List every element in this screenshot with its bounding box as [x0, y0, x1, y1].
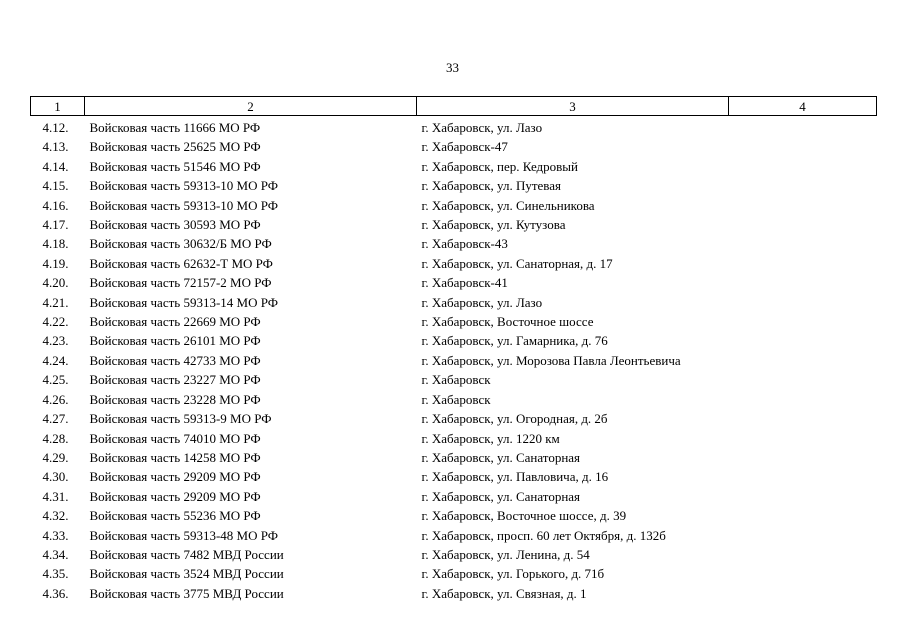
unit-note: [729, 116, 877, 138]
table-row: [31, 176, 877, 195]
unit-name: Войсковая часть 23228 МО РФ: [89, 391, 261, 407]
row-number: 4.24.: [42, 352, 69, 368]
table-row: [31, 564, 877, 583]
unit-name: Войсковая часть 3524 МВД России: [89, 566, 284, 582]
row-number: 4.31.: [42, 488, 69, 504]
unit-name: Войсковая часть 59313-14 МО РФ: [89, 294, 279, 310]
unit-address: г. Хабаровск, ул. Путевая: [421, 178, 562, 194]
row-number: 4.14.: [42, 158, 69, 174]
row-number: 4.30.: [42, 469, 69, 485]
row-number: 4.13.: [42, 139, 69, 155]
row-number: 4.22.: [42, 314, 69, 330]
table-row: [31, 312, 877, 331]
table-row: [31, 584, 877, 603]
unit-name: Войсковая часть 59313-10 МО РФ: [89, 197, 279, 213]
unit-address: г. Хабаровск, ул. Санаторная: [421, 488, 581, 504]
unit-note: [729, 409, 877, 428]
table-row: [31, 390, 877, 409]
row-number: 4.12.: [42, 120, 69, 135]
row-number: 4.35.: [42, 566, 69, 582]
unit-name: Войсковая часть 26101 МО РФ: [89, 333, 261, 349]
column-header-2: 2: [85, 97, 417, 116]
unit-name: Войсковая часть 74010 МО РФ: [89, 430, 261, 446]
row-number: 4.15.: [42, 178, 69, 194]
column-header-4: 4: [729, 97, 877, 116]
table-row: [31, 137, 877, 156]
row-number: 4.27.: [42, 411, 69, 427]
unit-note: [729, 196, 877, 215]
unit-address: г. Хабаровск, ул. Огородная, д. 2б: [421, 411, 608, 427]
unit-name: Войсковая часть 59313-48 МО РФ: [89, 527, 279, 543]
row-number: 4.23.: [42, 333, 69, 349]
row-number: 4.28.: [42, 430, 69, 446]
unit-address: г. Хабаровск, ул. Синельникова: [421, 197, 595, 213]
unit-name: Войсковая часть 22669 МО РФ: [89, 314, 261, 330]
unit-note: [729, 331, 877, 350]
unit-address: г. Хабаровск, ул. Лазо: [421, 294, 543, 310]
unit-address: г. Хабаровск-41: [421, 275, 508, 291]
unit-address: г. Хабаровск, ул. 1220 км: [421, 430, 560, 446]
row-number: 4.36.: [42, 585, 69, 601]
unit-address: г. Хабаровск-47: [421, 139, 508, 155]
column-header-3: 3: [417, 97, 729, 116]
unit-note: [729, 273, 877, 292]
unit-note: [729, 545, 877, 564]
row-number: 4.18.: [42, 236, 69, 252]
row-number: 4.20.: [42, 275, 69, 291]
unit-address: г. Хабаровск, Восточное шоссе, д. 39: [421, 508, 627, 524]
row-number: 4.25.: [42, 372, 69, 388]
row-number: 4.26.: [42, 391, 69, 407]
unit-address: г. Хабаровск, ул. Морозова Павла Леонтьевича: [421, 352, 681, 368]
unit-note: [729, 487, 877, 506]
row-number: 4.34.: [42, 546, 69, 562]
row-number: 4.32.: [42, 508, 69, 524]
unit-address: г. Хабаровск, пер. Кедровый: [421, 158, 579, 174]
unit-name: Войсковая часть 29209 МО РФ: [89, 488, 261, 504]
unit-name: Войсковая часть 51546 МО РФ: [89, 158, 261, 174]
unit-address: г. Хабаровск: [421, 372, 491, 388]
unit-note: [729, 351, 877, 370]
row-number: 4.17.: [42, 217, 69, 233]
unit-name: Войсковая часть 29209 МО РФ: [89, 469, 261, 485]
unit-address: г. Хабаровск, ул. Кутузова: [421, 217, 566, 233]
unit-address: г. Хабаровск: [421, 391, 491, 407]
unit-note: [729, 254, 877, 273]
row-number: 4.19.: [42, 255, 69, 271]
unit-name: Войсковая часть 55236 МО РФ: [89, 508, 261, 524]
unit-name: Войсковая часть 25625 МО РФ: [89, 139, 261, 155]
unit-note: [729, 584, 877, 603]
table-row: [31, 506, 877, 525]
unit-name: Войсковая часть 30593 МО РФ: [89, 217, 261, 233]
units-table: [30, 96, 877, 603]
unit-address: г. Хабаровск, ул. Связная, д. 1: [421, 585, 587, 601]
unit-address: г. Хабаровск, ул. Горького, д. 71б: [421, 566, 605, 582]
table-row: [31, 409, 877, 428]
table-row: [31, 370, 877, 389]
unit-address: г. Хабаровск, ул. Лазо: [421, 120, 543, 135]
unit-note: [729, 137, 877, 156]
table-row: [31, 545, 877, 564]
unit-name: Войсковая часть 14258 МО РФ: [89, 449, 261, 465]
row-number: 4.33.: [42, 527, 69, 543]
row-number: 4.21.: [42, 294, 69, 310]
unit-note: [729, 390, 877, 409]
unit-note: [729, 467, 877, 486]
table-row: [31, 331, 877, 350]
unit-address: г. Хабаровск-43: [421, 236, 508, 252]
table-row: [31, 467, 877, 486]
unit-note: [729, 429, 877, 448]
table-row: [31, 157, 877, 176]
table-row: [31, 254, 877, 273]
unit-name: Войсковая часть 59313-10 МО РФ: [89, 178, 279, 194]
table-row: [31, 429, 877, 448]
unit-address: г. Хабаровск, ул. Санаторная, д. 17: [421, 255, 613, 271]
table-row: [31, 526, 877, 545]
unit-name: Войсковая часть 7482 МВД России: [89, 546, 284, 562]
table-row: [31, 448, 877, 467]
unit-note: [729, 293, 877, 312]
table-row: [31, 116, 877, 138]
unit-name: Войсковая часть 3775 МВД России: [89, 585, 284, 601]
table-row: [31, 196, 877, 215]
table-row: [31, 487, 877, 506]
unit-name: Войсковая часть 62632-Т МО РФ: [89, 255, 273, 271]
row-number: 4.16.: [42, 197, 69, 213]
unit-address: г. Хабаровск, просп. 60 лет Октября, д. 132б: [421, 527, 666, 543]
unit-note: [729, 448, 877, 467]
unit-note: [729, 506, 877, 525]
unit-address: г. Хабаровск, Восточное шоссе: [421, 314, 594, 330]
table-row: [31, 351, 877, 370]
table-row: [31, 215, 877, 234]
unit-note: [729, 157, 877, 176]
unit-name: Войсковая часть 42733 МО РФ: [89, 352, 261, 368]
unit-note: [729, 312, 877, 331]
table-body: [31, 116, 877, 604]
unit-name: Войсковая часть 30632/Б МО РФ: [89, 236, 272, 252]
unit-note: [729, 176, 877, 195]
unit-note: [729, 564, 877, 583]
page-number: 33: [446, 60, 459, 75]
table-row: [31, 234, 877, 253]
unit-name: Войсковая часть 59313-9 МО РФ: [89, 411, 272, 427]
unit-note: [729, 215, 877, 234]
column-header-1: 1: [31, 97, 85, 116]
unit-note: [729, 526, 877, 545]
table-row: [31, 273, 877, 292]
unit-address: г. Хабаровск, ул. Ленина, д. 54: [421, 546, 590, 562]
row-number: 4.29.: [42, 449, 69, 465]
unit-address: г. Хабаровск, ул. Гамарника, д. 76: [421, 333, 608, 349]
unit-name: Войсковая часть 72157-2 МО РФ: [89, 275, 272, 291]
table-header-row: [31, 97, 877, 116]
unit-address: г. Хабаровск, ул. Санаторная: [421, 449, 581, 465]
unit-name: Войсковая часть 23227 МО РФ: [89, 372, 261, 388]
table-row: [31, 293, 877, 312]
unit-note: [729, 234, 877, 253]
unit-address: г. Хабаровск, ул. Павловича, д. 16: [421, 469, 609, 485]
unit-name: Войсковая часть 11666 МО РФ: [89, 120, 261, 135]
unit-note: [729, 370, 877, 389]
